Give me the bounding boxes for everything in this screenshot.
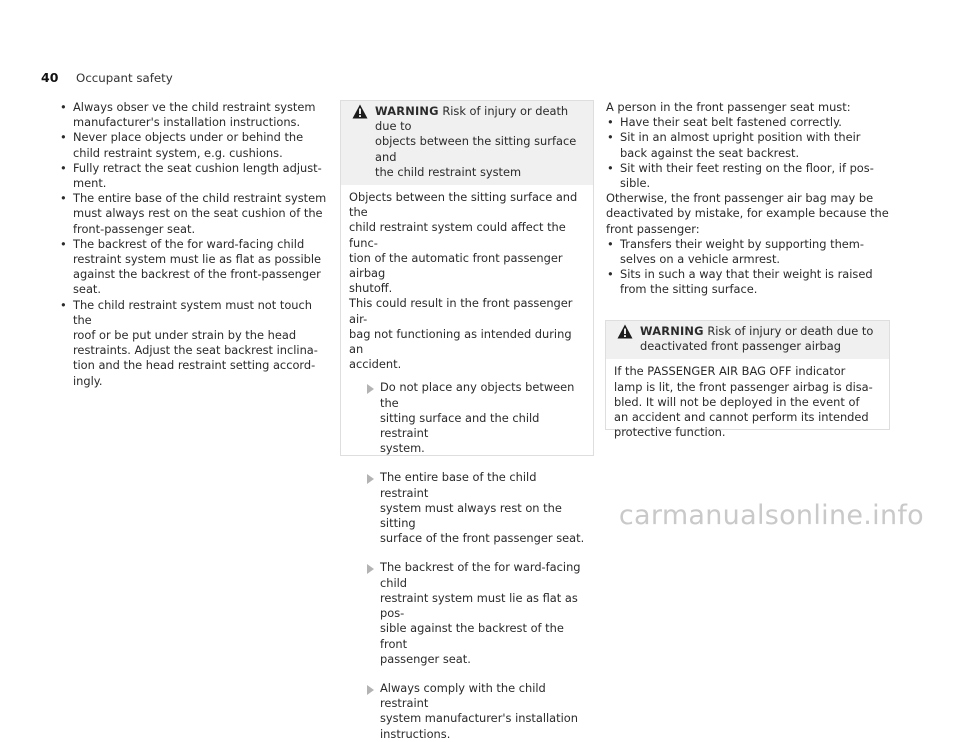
list-item: • Fully retract the seat cushion length adjust- ment.: [59, 161, 331, 191]
warning-title: Risk of injury or death due to objects between the sitting surface and the child restraint system: [375, 104, 577, 179]
warning-body: [606, 359, 889, 440]
column-right: [606, 100, 926, 298]
warning-paragraph: Objects between the sitting surface and the child restraint system could affect the func- tion of the automatic front passenger airbag shutoff.: [349, 190, 578, 296]
list-item: • Sit with their feet resting on the floor, if pos- sible.: [606, 161, 926, 191]
warning-header: [341, 101, 593, 185]
intro-text: A person in the front passenger seat must:: [606, 100, 851, 114]
list-item: • Sit in an almost upright position with their back against the seat backrest.: [606, 130, 926, 160]
watermark: carmanualsonline.info: [618, 499, 924, 531]
list-item: • The child restraint system must not touch the roof or be put under strain by the head restraints. Adjust the seat backrest inclina- tion and the head restraint setting accord- ingly.: [59, 298, 331, 389]
warning-paragraph: If the PASSENGER AIR BAG OFF indicator lamp is lit, the front passenger airbag is disa- bled. It will not be deployed in the event of an accident and cannot perform its intended protective function.: [614, 364, 873, 440]
warning-triangle-icon: [617, 324, 633, 339]
step-list: [349, 380, 585, 741]
page-number: 40: [41, 70, 59, 85]
section-title: Occupant safety: [76, 71, 173, 85]
list-item: The backrest of the for ward-facing child restraint system must lie as flat as pos- sible against the backrest of the front passenger seat.: [349, 560, 585, 666]
warning-body: [341, 185, 593, 742]
arrow-right-icon: [367, 474, 374, 484]
warning-header: [606, 321, 889, 359]
list-item: Do not place any objects between the sitting surface and the child restraint system.: [349, 380, 585, 456]
arrow-right-icon: [367, 685, 374, 695]
warning-triangle-icon: [352, 104, 368, 119]
warning-paragraph: This could result in the front passenger air- bag not functioning as intended during an accident.: [349, 296, 573, 372]
arrow-right-icon: [367, 564, 374, 574]
warning-box-airbag: [605, 320, 890, 440]
list-item: • The entire base of the child restraint system must always rest on the seat cushion of the front-passenger seat.: [59, 191, 331, 237]
column-left: [59, 100, 331, 389]
warning-title: Risk of injury or death due to deactivated front passenger airbag: [640, 324, 874, 354]
list-item: • Have their seat belt fastened correctly.: [606, 115, 926, 130]
list-item: The entire base of the child restraint system must always rest on the sitting surface of the front passenger seat.: [349, 470, 585, 546]
warning-label: WARNING: [640, 324, 704, 338]
list-item: Always comply with the child restraint system manufacturer's installation instructions.: [349, 681, 585, 742]
list-item: • Sits in such a way that their weight is raised from the sitting surface.: [606, 267, 926, 297]
list-item: • Always obser ve the child restraint system manufacturer's installation instructions.: [59, 100, 331, 130]
list-item: • Never place objects under or behind the child restraint system, e.g. cushions.: [59, 130, 331, 160]
list-item: • Transfers their weight by supporting them- selves on a vehicle armrest.: [606, 237, 926, 267]
warning-label: WARNING: [375, 104, 439, 118]
otherwise-list: [606, 237, 926, 298]
arrow-right-icon: [367, 384, 374, 394]
instruction-list: [59, 100, 331, 389]
otherwise-text: Otherwise, the front passenger air bag may be deactivated by mistake, for example because the front passenger:: [606, 191, 889, 236]
list-item: • The backrest of the for ward-facing child restraint system must lie as flat as possible against the backrest of the front-passenger seat.: [59, 237, 331, 298]
requirement-list: [606, 115, 926, 191]
page-header: [41, 70, 173, 86]
warning-box-objects: [340, 100, 594, 741]
